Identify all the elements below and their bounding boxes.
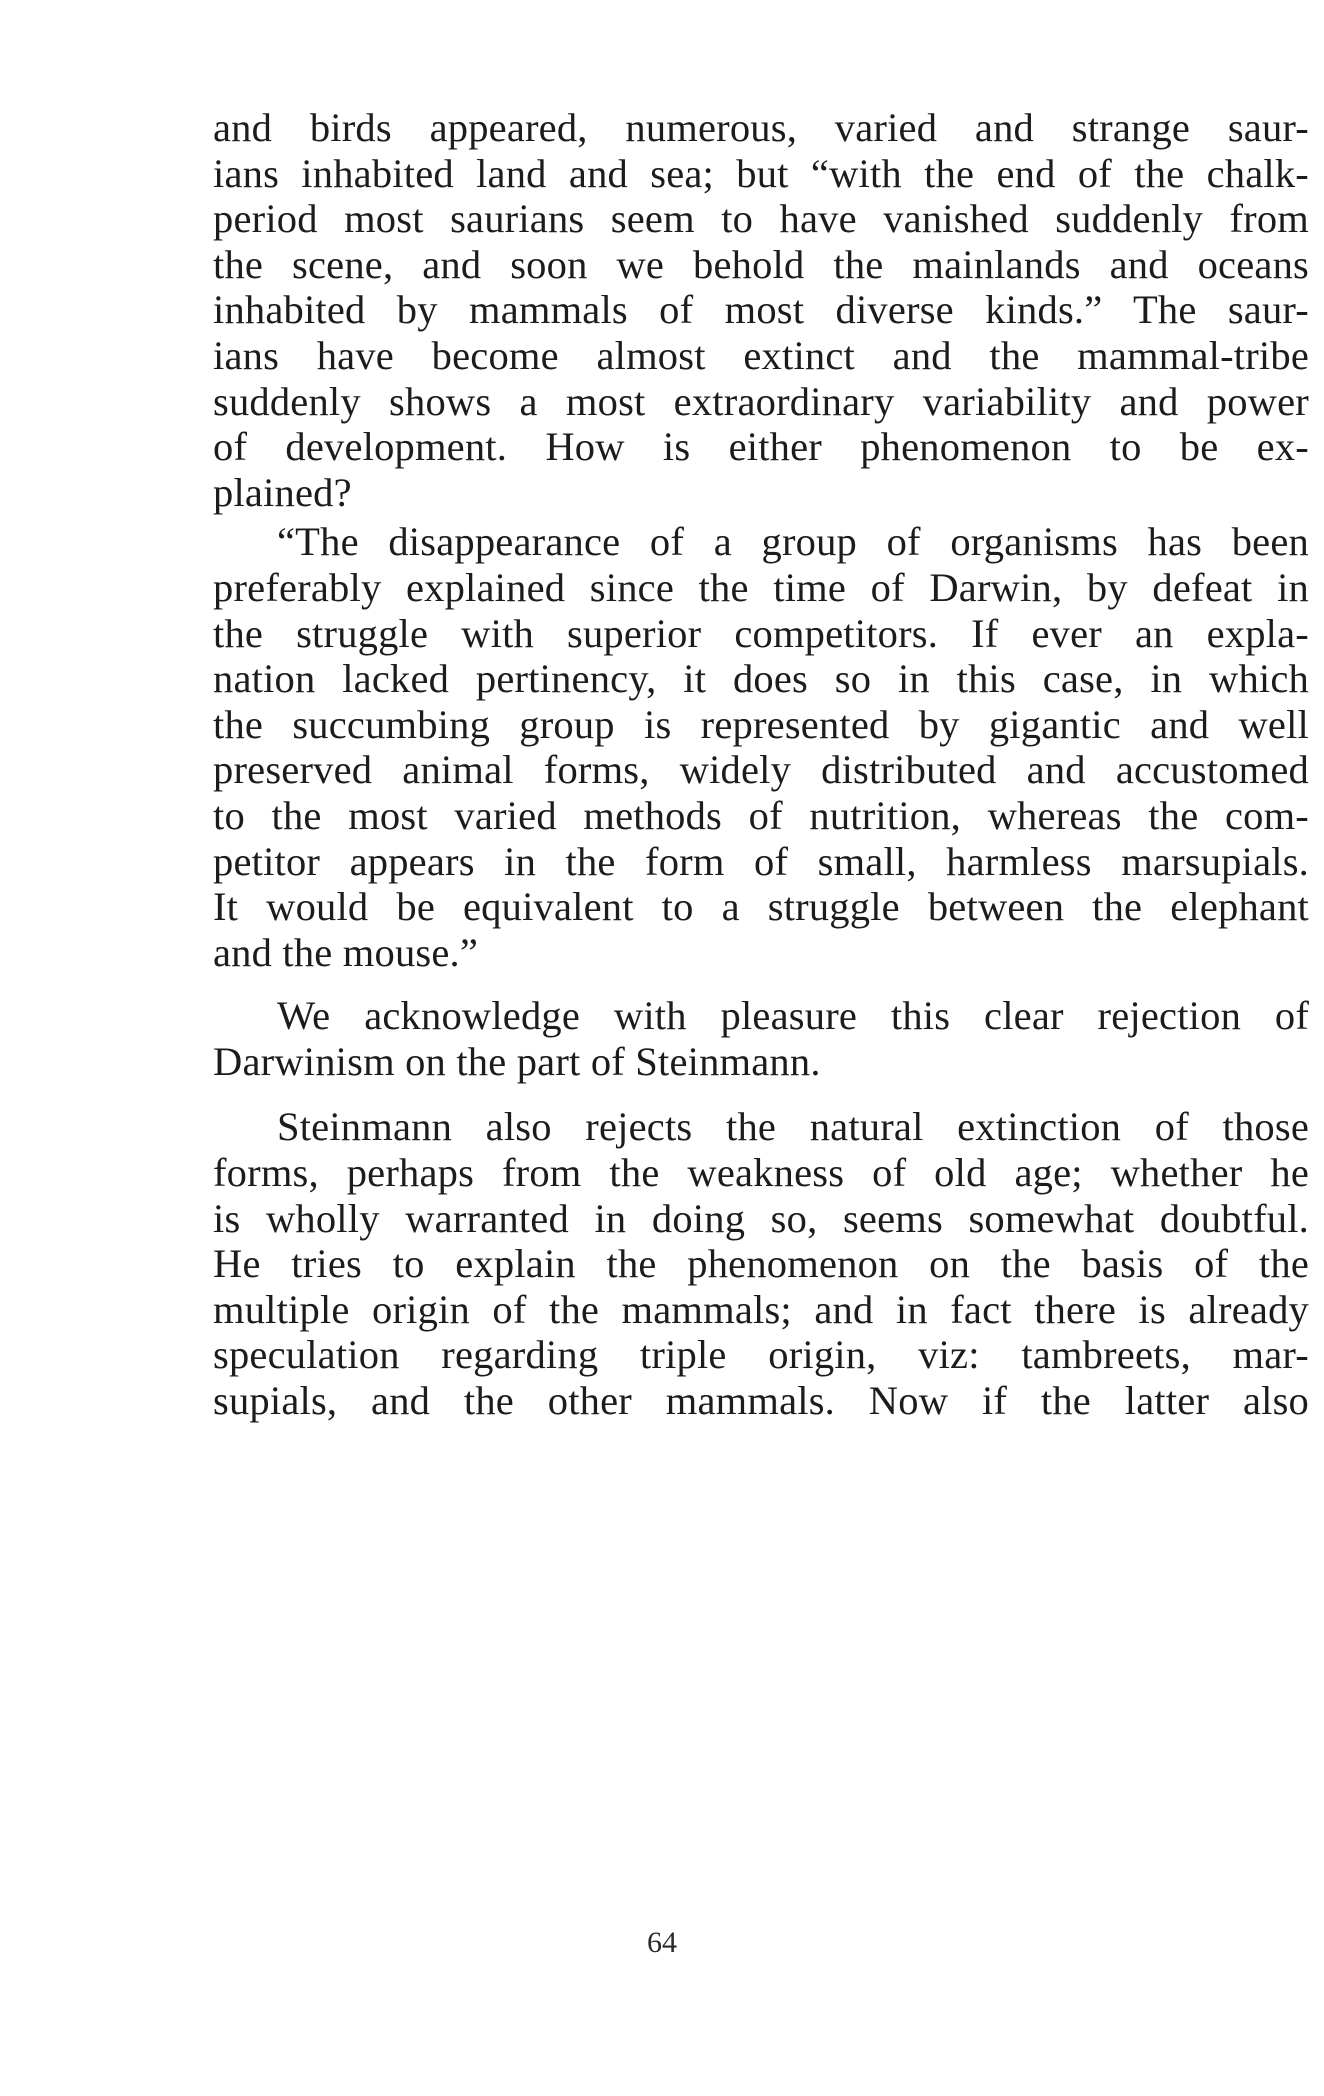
text-line: ians inhabited land and sea; but “with the end of the chalk- xyxy=(213,150,1309,196)
text-line: to the most varied methods of nutrition, whereas the com- xyxy=(213,792,1309,838)
text-line: Darwinism on the part of Steinmann. xyxy=(213,1038,821,1084)
text-line: inhabited by mammals of most diverse kinds.” The saur- xyxy=(213,287,1309,333)
text-line: the struggle with superior competitors. If ever an expla- xyxy=(213,610,1309,656)
text-line: supials, and the other mammals. Now if the latter also xyxy=(213,1378,1309,1424)
text-line: is wholly warranted in doing so, seems somewhat doubtful. xyxy=(213,1195,1309,1241)
text-line: He tries to explain the phenomenon on the basis of the xyxy=(213,1241,1309,1287)
text-line: and birds appeared, numerous, varied and strange saur- xyxy=(213,105,1309,150)
page-number: 64 xyxy=(647,1926,677,1959)
text-line: the scene, and soon we behold the mainlands and oceans xyxy=(213,241,1309,287)
paragraph-gap xyxy=(213,1084,1309,1104)
text-line: speculation regarding triple origin, viz: tambreets, mar- xyxy=(213,1332,1309,1378)
paragraph-4 xyxy=(213,1104,1309,1423)
text-line: plained? xyxy=(213,469,352,515)
text-line: “The disappearance of a group of organisms has been xyxy=(277,519,1309,565)
body-text xyxy=(213,105,1309,1424)
paragraph-2 xyxy=(213,519,1309,975)
text-line: Steinmann also rejects the natural extinction of those xyxy=(277,1104,1309,1150)
text-line: It would be equivalent to a struggle between the elephant xyxy=(213,884,1309,930)
text-line: preferably explained since the time of Darwin, by defeat in xyxy=(213,564,1309,610)
text-line: We acknowledge with pleasure this clear rejection of xyxy=(277,993,1309,1039)
paragraph-gap xyxy=(213,975,1309,993)
paragraph-3 xyxy=(213,993,1309,1084)
text-line: of development. How is either phenomenon to be ex- xyxy=(213,424,1309,470)
text-line: the succumbing group is represented by gigantic and well xyxy=(213,701,1309,747)
text-line: multiple origin of the mammals; and in fact there is already xyxy=(213,1286,1309,1332)
text-line: preserved animal forms, widely distributed and accustomed xyxy=(213,747,1309,793)
text-line: suddenly shows a most extraordinary variability and power xyxy=(213,378,1309,424)
text-line: ians have become almost extinct and the mammal-tribe xyxy=(213,332,1309,378)
text-line: forms, perhaps from the weakness of old age; whether he xyxy=(213,1150,1309,1196)
text-line: petitor appears in the form of small, harmless marsupials. xyxy=(213,838,1309,884)
paragraph-1 xyxy=(213,105,1309,515)
text-line: nation lacked pertinency, it does so in this case, in which xyxy=(213,656,1309,702)
text-line: and the mouse.” xyxy=(213,929,479,975)
text-line: period most saurians seem to have vanished suddenly from xyxy=(213,196,1309,242)
